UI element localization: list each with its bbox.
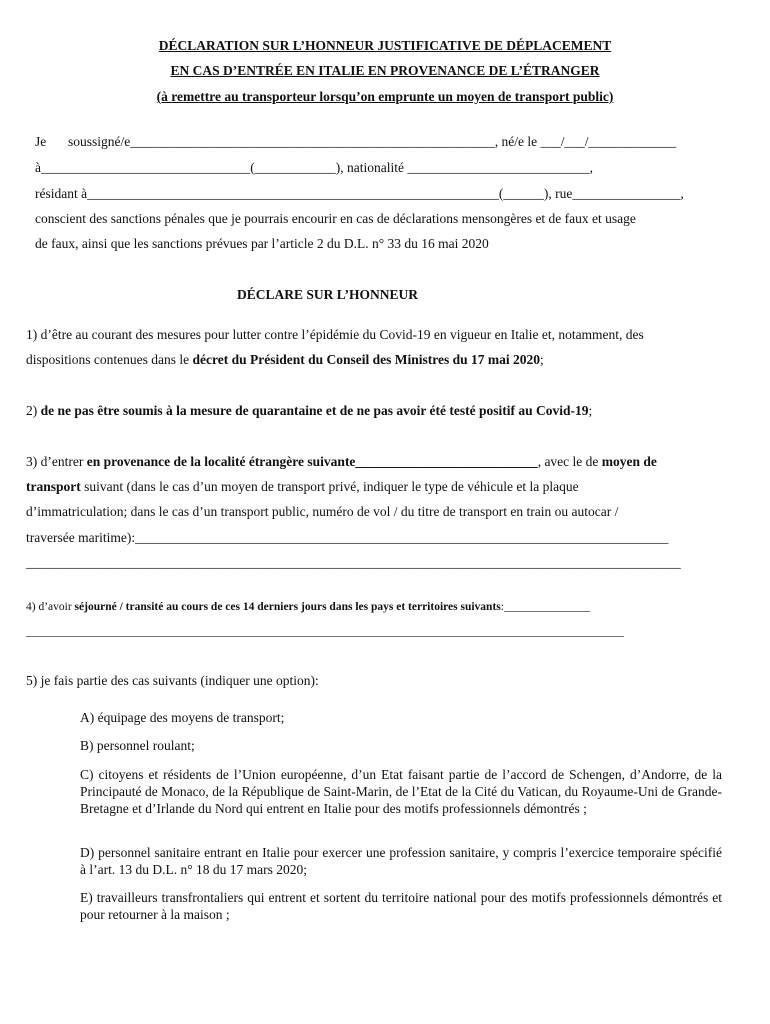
declaration-heading: DÉCLARE SUR L’HONNEUR (237, 287, 419, 302)
option-a[interactable]: A) équipage des moyens de transport; (80, 710, 285, 725)
document-title-line-2: EN CAS D’ENTRÉE EN ITALIE EN PROVENANCE DE L’ÉTRANGER (170, 63, 600, 78)
document-title-line-1: DÉCLARATION SUR L’HONNEUR JUSTIFICATIVE DE DÉPLACEMENT (158, 38, 612, 53)
document-subtitle: (à remettre au transporteur lorsqu’on emprunte un moyen de transport public) (156, 89, 614, 104)
item-3-line-3: d’immatriculation; dans le cas d’un transport public, numéro de vol / du titre de transport en train ou autocar / (26, 504, 619, 519)
identity-residence-field[interactable]: résidant à_____________________________________________________________(______), rue________________, (35, 186, 684, 201)
item-5-intro: 5) je fais partie des cas suivants (indiquer une option): (26, 673, 319, 688)
option-d[interactable]: D) personnel sanitaire entrant en Italie pour exercer une profession sanitaire, y compris l’exercice temporaire spécifié à l’art. 13 du D.L. n° 18 du 17 mars 2020; (80, 845, 722, 877)
item-3-transport-field[interactable]: traversée maritime):_______________________________________________________________________________ (26, 530, 669, 545)
item-1-line-2: dispositions contenues dans le décret du Président du Conseil des Ministres du 17 mai 2020; (26, 352, 544, 367)
item-1-line-1: 1) d’être au courant des mesures pour lutter contre l’épidémie du Covid-19 en vigueur en Italie et, notamment, des (26, 327, 644, 342)
item-4-countries-field-continued[interactable]: ________________________________________________________________________________________________________ (26, 626, 624, 638)
identity-birthplace-nationality-field[interactable]: à_______________________________(____________), nationalité ___________________________, (35, 160, 593, 175)
identity-awareness-text: conscient des sanctions pénales que je pourrais encourir en cas de déclarations mensongères et de faux et usage (35, 211, 636, 226)
item-2: 2) de ne pas être soumis à la mesure de quarantaine et de ne pas avoir été testé positif au Covid-19; (26, 403, 593, 418)
identity-je: Je (35, 134, 47, 149)
identity-awareness-text-2: de faux, ainsi que les sanctions prévues par l’article 2 du D.L. n° 33 du 16 mai 2020 (35, 236, 489, 251)
item-3-line-2: transport suivant (dans le cas d’un moyen de transport privé, indiquer le type de véhicule et la plaque (26, 479, 579, 494)
item-3-origin-field[interactable]: 3) d’entrer en provenance de la localité étrangère suivante___________________________, avec le de moyen de (26, 454, 657, 469)
item-4-countries-field[interactable]: 4) d’avoir séjourné / transité au cours de ces 14 derniers jours dans les pays et territoires suivants:_______________ (26, 601, 591, 613)
option-c[interactable]: C) citoyens et résidents de l’Union européenne, d’un Etat faisant partie de l’accord de Schengen, d’Andorre, de la Principauté de Monaco, de la République de Saint-Marin, de l’Etat de la Cité du Vatican, du Royaume-Uni de Grande-Bretagne et d’Irlande du Nord qui entrent en Italie pour des motifs professionnels démontrés ; (80, 767, 722, 816)
item-3-transport-field-continued[interactable]: _________________________________________________________________________________________________ (26, 555, 681, 570)
option-e[interactable]: E) travailleurs transfrontaliers qui entrent et sortent du territoire national pour des motifs professionnels démontrés et pour retourner à la maison ; (80, 890, 722, 922)
identity-name-dob-field[interactable]: soussigné/e______________________________________________________, né/e le ___/___/_____________ (68, 134, 677, 149)
option-b[interactable]: B) personnel roulant; (80, 738, 195, 753)
